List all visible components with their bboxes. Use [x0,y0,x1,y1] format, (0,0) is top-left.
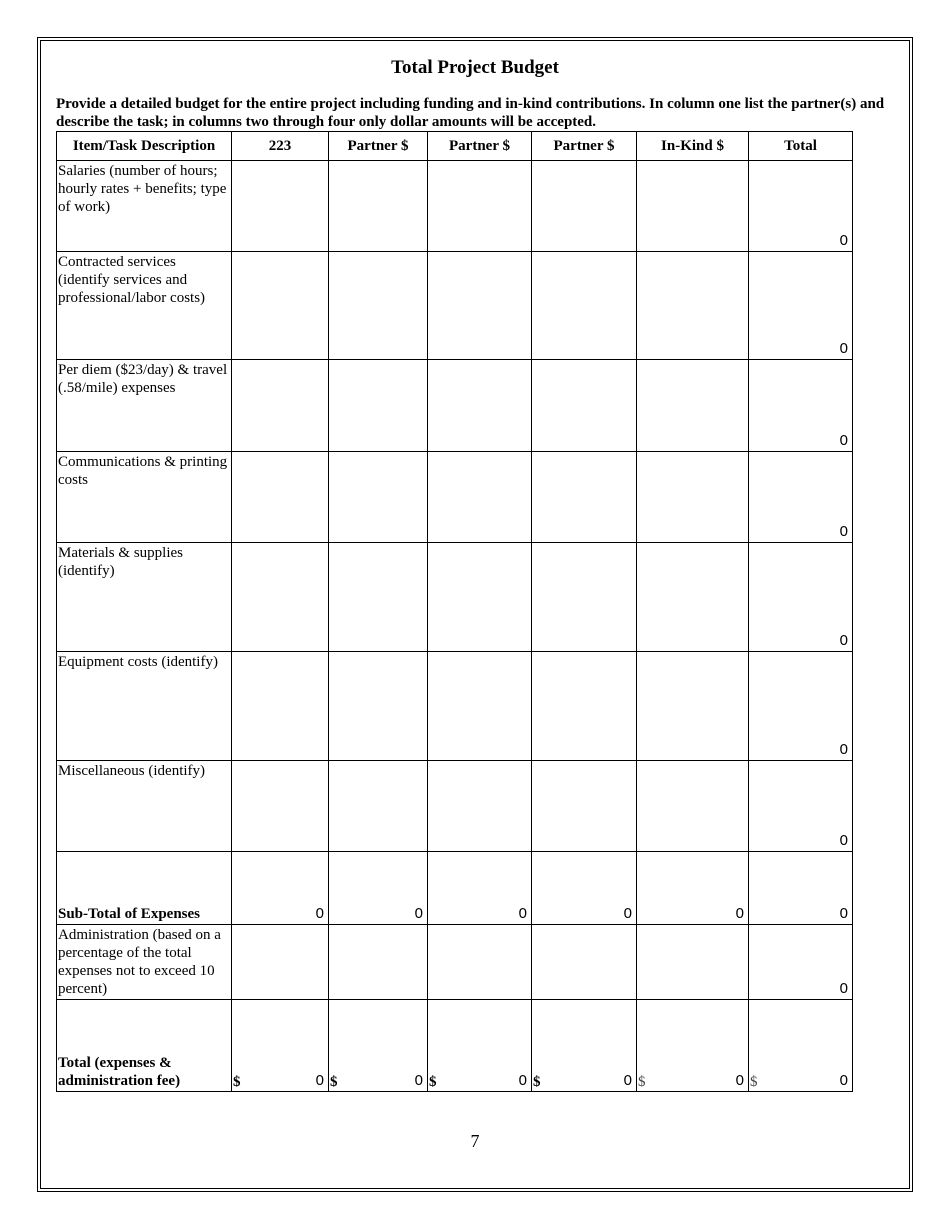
amount-cell[interactable] [232,360,329,452]
row-label: Miscellaneous (identify) [58,763,206,779]
row-total: 0 [839,232,848,249]
amount-cell[interactable] [532,360,637,452]
row-label-cell [57,252,232,360]
row-label: Contracted services (identify services and professional/labor costs) [58,254,206,306]
total-cell [749,452,853,543]
row-label-cell [57,543,232,652]
subtotal-cell [428,852,532,925]
header-total: Total [749,132,853,161]
amount-cell[interactable] [232,543,329,652]
table-row [57,761,853,852]
header-in-kind: In-Kind $ [637,132,749,161]
row-label-cell [57,761,232,852]
dollar-sign: $ [233,1074,241,1090]
instructions-text: Provide a detailed budget for the entire project including funding and in-kind contributions. In column one list the partner(s) and describe the task; in columns two through four only dollar amounts will be accepted. [56,96,885,130]
subtotal-value: 0 [623,905,632,922]
dollar-sign: $ [429,1074,437,1090]
grand-total-cell [428,1000,532,1092]
subtotal-cell [329,852,428,925]
row-label-cell [57,652,232,761]
amount-cell[interactable] [637,360,749,452]
row-total: 0 [839,741,848,758]
amount-cell[interactable] [232,252,329,360]
row-label: Per diem ($23/day) & travel (.58/mile) expenses [58,362,228,396]
header-223: 223 [232,132,329,161]
row-label-cell [57,161,232,252]
amount-cell[interactable] [329,652,428,761]
amount-cell[interactable] [232,925,329,1000]
amount-cell[interactable] [532,652,637,761]
amount-cell[interactable] [637,543,749,652]
total-cell [749,252,853,360]
amount-cell[interactable] [532,761,637,852]
grand-total-cell [329,1000,428,1092]
amount-cell[interactable] [428,652,532,761]
admin-label: Administration (based on a percentage of the total expenses not to exceed 10 percent) [58,927,221,997]
amount-cell[interactable] [637,925,749,1000]
amount-cell[interactable] [532,452,637,543]
amount-cell[interactable] [532,161,637,252]
subtotal-label-cell [57,852,232,925]
subtotal-cell [532,852,637,925]
total-cell [749,360,853,452]
total-cell [749,543,853,652]
grand-total-cell [232,1000,329,1092]
amount-cell[interactable] [428,360,532,452]
total-cell [749,652,853,761]
grand-total-label: Total (expenses & administration fee) [58,1055,181,1089]
grand-total-value: 0 [839,1072,848,1089]
row-total: 0 [839,832,848,849]
header-row [57,132,853,161]
amount-cell[interactable] [329,761,428,852]
subtotal-cell [232,852,329,925]
grand-total-row [57,1000,853,1092]
subtotal-value: 0 [839,905,848,922]
dollar-sign: $ [533,1074,541,1090]
row-label-cell [57,360,232,452]
total-cell [749,925,853,1000]
total-cell [749,761,853,852]
amount-cell[interactable] [329,360,428,452]
dollar-sign: $ [638,1074,646,1090]
subtotal-value: 0 [735,905,744,922]
table-row [57,360,853,452]
amount-cell[interactable] [232,161,329,252]
amount-cell[interactable] [232,452,329,543]
subtotal-cell [749,852,853,925]
amount-cell[interactable] [637,161,749,252]
grand-total-value: 0 [518,1072,527,1089]
grand-total-cell [637,1000,749,1092]
table-row [57,652,853,761]
row-total: 0 [839,432,848,449]
row-label: Communications & printing costs [58,454,228,488]
grand-total-value: 0 [623,1072,632,1089]
subtotal-label: Sub-Total of Expenses [58,906,200,922]
grand-total-value: 0 [414,1072,423,1089]
row-label: Equipment costs (identify) [58,654,218,670]
table-row [57,252,853,360]
subtotal-value: 0 [315,905,324,922]
subtotal-cell [637,852,749,925]
header-partner-1: Partner $ [329,132,428,161]
dollar-sign: $ [750,1074,758,1090]
admin-label-cell [57,925,232,1000]
amount-cell[interactable] [637,452,749,543]
header-partner-2: Partner $ [428,132,532,161]
dollar-sign: $ [330,1074,338,1090]
subtotal-value: 0 [414,905,423,922]
amount-cell[interactable] [637,252,749,360]
amount-cell[interactable] [637,652,749,761]
row-label: Materials & supplies (identify) [58,545,183,579]
amount-cell[interactable] [532,925,637,1000]
amount-cell[interactable] [232,652,329,761]
amount-cell[interactable] [428,925,532,1000]
amount-cell[interactable] [329,252,428,360]
amount-cell[interactable] [329,452,428,543]
amount-cell[interactable] [329,925,428,1000]
table-row [57,161,853,252]
amount-cell[interactable] [232,761,329,852]
grand-total-value: 0 [315,1072,324,1089]
subtotal-value: 0 [518,905,527,922]
admin-row [57,925,853,1000]
amount-cell[interactable] [532,543,637,652]
amount-cell[interactable] [428,543,532,652]
header-item-task-description: Item/Task Description [57,132,232,161]
grand-total-label-cell [57,1000,232,1092]
grand-total-cell [532,1000,637,1092]
amount-cell[interactable] [428,761,532,852]
amount-cell[interactable] [428,161,532,252]
admin-total: 0 [839,980,848,997]
table-row [57,543,853,652]
header-partner-3: Partner $ [532,132,637,161]
row-label: Salaries (number of hours; hourly rates + benefits; type of work) [58,163,227,215]
amount-cell[interactable] [329,543,428,652]
subtotal-row [57,852,853,925]
row-label-cell [57,452,232,543]
amount-cell[interactable] [428,452,532,543]
total-cell [749,161,853,252]
amount-cell[interactable] [329,161,428,252]
grand-total-cell [749,1000,853,1092]
grand-total-value: 0 [735,1072,744,1089]
page-number: 7 [470,1131,480,1151]
row-total: 0 [839,340,848,357]
amount-cell[interactable] [532,252,637,360]
amount-cell[interactable] [637,761,749,852]
row-total: 0 [839,632,848,649]
page-title: Total Project Budget [391,57,559,78]
amount-cell[interactable] [428,252,532,360]
table-row [57,452,853,543]
budget-table [56,131,853,1092]
row-total: 0 [839,523,848,540]
